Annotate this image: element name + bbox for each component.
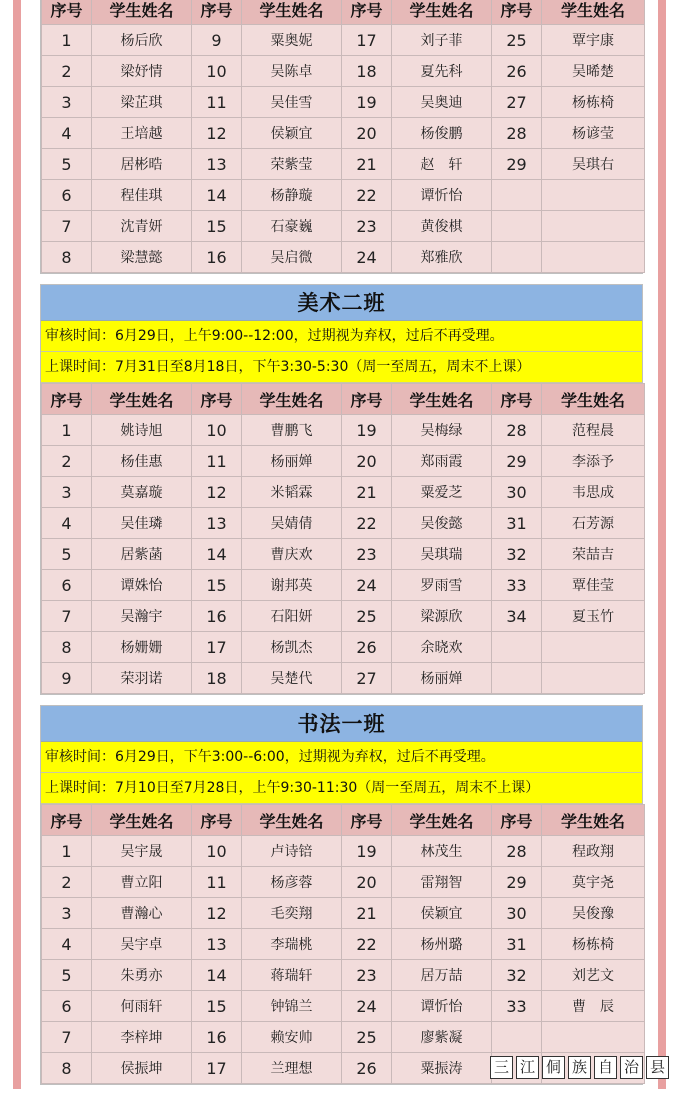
student-name-cell: 曹鹏飞 <box>242 415 342 446</box>
table-row <box>42 180 645 211</box>
header-student-name: 学生姓名 <box>542 805 645 836</box>
header-student-name: 学生姓名 <box>392 0 492 25</box>
student-name-cell: 吴婧倩 <box>242 508 342 539</box>
student-name-cell: 李瑞桃 <box>242 929 342 960</box>
serial-number-cell: 19 <box>342 836 392 867</box>
serial-number-cell: 23 <box>342 211 392 242</box>
student-name-cell: 杨凯杰 <box>242 632 342 663</box>
table-row <box>42 1022 645 1053</box>
serial-number-cell: 31 <box>492 508 542 539</box>
serial-number-cell: 4 <box>42 508 92 539</box>
serial-number-cell: 22 <box>342 929 392 960</box>
review-time-notice: 审核时间：6月29日，上午9:00--12:00，过期视为弃权，过后不再受理。 <box>41 321 642 352</box>
serial-number-cell: 11 <box>192 446 242 477</box>
student-name-cell: 覃佳莹 <box>542 570 645 601</box>
student-name-cell: 赖安帅 <box>242 1022 342 1053</box>
table-row <box>42 477 645 508</box>
student-name-cell: 石芳源 <box>542 508 645 539</box>
serial-number-cell: 20 <box>342 446 392 477</box>
header-student-name: 学生姓名 <box>242 0 342 25</box>
serial-number-cell: 17 <box>342 25 392 56</box>
student-name-cell: 吴俊豫 <box>542 898 645 929</box>
header-serial-number: 序号 <box>42 384 92 415</box>
serial-number-cell: 26 <box>342 1053 392 1084</box>
student-name-cell: 杨彦蓉 <box>242 867 342 898</box>
serial-number-cell: 25 <box>342 1022 392 1053</box>
right-frame-border <box>658 0 666 1089</box>
serial-number-cell: 28 <box>492 836 542 867</box>
table-row <box>42 601 645 632</box>
serial-number-cell: 6 <box>42 570 92 601</box>
header-student-name: 学生姓名 <box>92 384 192 415</box>
serial-number-cell: 1 <box>42 25 92 56</box>
student-name-cell: 何雨轩 <box>92 991 192 1022</box>
student-name-cell <box>542 242 645 273</box>
student-name-cell <box>542 632 645 663</box>
student-name-cell: 夏先科 <box>392 56 492 87</box>
serial-number-cell: 20 <box>342 118 392 149</box>
student-name-cell: 覃宇康 <box>542 25 645 56</box>
student-name-cell: 毛奕翔 <box>242 898 342 929</box>
serial-number-cell: 15 <box>192 991 242 1022</box>
student-name-cell: 吴俊懿 <box>392 508 492 539</box>
left-frame-border <box>13 0 21 1089</box>
table-row <box>42 415 645 446</box>
student-name-cell: 谭姝怡 <box>92 570 192 601</box>
serial-number-cell: 2 <box>42 56 92 87</box>
student-name-cell: 侯颖宜 <box>392 898 492 929</box>
student-name-cell: 林茂生 <box>392 836 492 867</box>
table-row <box>42 118 645 149</box>
student-name-cell: 王培越 <box>92 118 192 149</box>
table-row <box>42 149 645 180</box>
student-name-cell <box>542 1022 645 1053</box>
student-name-cell: 吴宇卓 <box>92 929 192 960</box>
table-row <box>42 508 645 539</box>
header-student-name: 学生姓名 <box>92 805 192 836</box>
serial-number-cell <box>492 211 542 242</box>
serial-number-cell: 32 <box>492 539 542 570</box>
header-serial-number: 序号 <box>42 805 92 836</box>
student-name-cell: 吴宇晟 <box>92 836 192 867</box>
roster-table-class-1 <box>41 0 645 273</box>
serial-number-cell: 10 <box>192 415 242 446</box>
table-header-row <box>42 384 645 415</box>
student-name-cell: 吴佳璘 <box>92 508 192 539</box>
serial-number-cell: 2 <box>42 446 92 477</box>
serial-number-cell: 19 <box>342 87 392 118</box>
serial-number-cell: 1 <box>42 415 92 446</box>
serial-number-cell: 24 <box>342 991 392 1022</box>
header-student-name: 学生姓名 <box>542 384 645 415</box>
serial-number-cell: 23 <box>342 960 392 991</box>
student-name-cell: 刘子菲 <box>392 25 492 56</box>
serial-number-cell: 3 <box>42 87 92 118</box>
serial-number-cell: 13 <box>192 929 242 960</box>
serial-number-cell: 3 <box>42 898 92 929</box>
header-student-name: 学生姓名 <box>242 805 342 836</box>
header-student-name: 学生姓名 <box>242 384 342 415</box>
serial-number-cell: 14 <box>192 180 242 211</box>
student-name-cell: 吴琪右 <box>542 149 645 180</box>
roster-table-class-3 <box>41 804 645 1084</box>
serial-number-cell: 31 <box>492 929 542 960</box>
serial-number-cell <box>492 1022 542 1053</box>
table-row <box>42 836 645 867</box>
serial-number-cell: 21 <box>342 149 392 180</box>
student-name-cell: 夏玉竹 <box>542 601 645 632</box>
serial-number-cell: 5 <box>42 539 92 570</box>
student-name-cell: 程佳琪 <box>92 180 192 211</box>
header-student-name: 学生姓名 <box>542 0 645 25</box>
serial-number-cell: 8 <box>42 1053 92 1084</box>
serial-number-cell: 21 <box>342 898 392 929</box>
student-name-cell: 黄俊棋 <box>392 211 492 242</box>
student-name-cell: 曹立阳 <box>92 867 192 898</box>
serial-number-cell: 29 <box>492 446 542 477</box>
student-name-cell: 韦思成 <box>542 477 645 508</box>
student-name-cell: 廖紫凝 <box>392 1022 492 1053</box>
serial-number-cell: 15 <box>192 570 242 601</box>
watermark-char: 治 <box>620 1056 643 1079</box>
student-name-cell: 曹瀚心 <box>92 898 192 929</box>
student-name-cell: 杨后欣 <box>92 25 192 56</box>
table-row <box>42 867 645 898</box>
student-name-cell: 梁源欣 <box>392 601 492 632</box>
student-name-cell: 杨姗姗 <box>92 632 192 663</box>
watermark-char: 自 <box>594 1056 617 1079</box>
student-name-cell: 吴瀚宇 <box>92 601 192 632</box>
student-name-cell: 李梓坤 <box>92 1022 192 1053</box>
serial-number-cell: 8 <box>42 242 92 273</box>
student-name-cell: 杨佳惠 <box>92 446 192 477</box>
class-title: 书法一班 <box>41 706 642 742</box>
student-name-cell: 蒋瑞轩 <box>242 960 342 991</box>
class-block-2 <box>40 284 643 695</box>
header-serial-number: 序号 <box>342 384 392 415</box>
student-name-cell: 杨栋椅 <box>542 929 645 960</box>
watermark-char: 族 <box>568 1056 591 1079</box>
table-header-row <box>42 0 645 25</box>
header-student-name: 学生姓名 <box>92 0 192 25</box>
student-name-cell: 居紫菡 <box>92 539 192 570</box>
serial-number-cell: 30 <box>492 898 542 929</box>
table-row <box>42 87 645 118</box>
student-name-cell: 杨俊鹏 <box>392 118 492 149</box>
serial-number-cell <box>492 663 542 694</box>
header-serial-number: 序号 <box>342 0 392 25</box>
student-name-cell: 粟振涛 <box>392 1053 492 1084</box>
serial-number-cell: 4 <box>42 929 92 960</box>
serial-number-cell: 33 <box>492 991 542 1022</box>
student-name-cell: 吴奥迪 <box>392 87 492 118</box>
serial-number-cell: 11 <box>192 867 242 898</box>
table-row <box>42 446 645 477</box>
serial-number-cell: 5 <box>42 960 92 991</box>
student-name-cell: 吴琪瑞 <box>392 539 492 570</box>
student-name-cell: 李添予 <box>542 446 645 477</box>
serial-number-cell: 11 <box>192 87 242 118</box>
serial-number-cell: 17 <box>192 632 242 663</box>
header-serial-number: 序号 <box>192 805 242 836</box>
student-name-cell: 莫嘉璇 <box>92 477 192 508</box>
serial-number-cell: 28 <box>492 415 542 446</box>
student-name-cell: 吴梅绿 <box>392 415 492 446</box>
serial-number-cell: 1 <box>42 836 92 867</box>
serial-number-cell: 20 <box>342 867 392 898</box>
serial-number-cell: 18 <box>342 56 392 87</box>
serial-number-cell: 9 <box>42 663 92 694</box>
student-name-cell: 荣喆吉 <box>542 539 645 570</box>
table-row <box>42 211 645 242</box>
serial-number-cell: 22 <box>342 180 392 211</box>
student-name-cell: 杨谚莹 <box>542 118 645 149</box>
student-name-cell: 梁妤情 <box>92 56 192 87</box>
document-content <box>40 0 643 1095</box>
serial-number-cell: 7 <box>42 601 92 632</box>
student-name-cell: 赵 轩 <box>392 149 492 180</box>
student-name-cell: 姚诗旭 <box>92 415 192 446</box>
table-row <box>42 991 645 1022</box>
student-name-cell: 钟锦兰 <box>242 991 342 1022</box>
serial-number-cell: 23 <box>342 539 392 570</box>
table-header-row <box>42 805 645 836</box>
student-name-cell <box>542 211 645 242</box>
header-serial-number: 序号 <box>492 805 542 836</box>
serial-number-cell: 32 <box>492 960 542 991</box>
serial-number-cell: 8 <box>42 632 92 663</box>
student-name-cell: 罗雨雪 <box>392 570 492 601</box>
student-name-cell: 侯振坤 <box>92 1053 192 1084</box>
serial-number-cell: 16 <box>192 1022 242 1053</box>
student-name-cell: 兰理想 <box>242 1053 342 1084</box>
serial-number-cell: 6 <box>42 991 92 1022</box>
serial-number-cell: 7 <box>42 1022 92 1053</box>
student-name-cell: 朱勇亦 <box>92 960 192 991</box>
table-row <box>42 570 645 601</box>
student-name-cell: 石豪巍 <box>242 211 342 242</box>
student-name-cell: 卢诗锫 <box>242 836 342 867</box>
student-name-cell: 石阳妍 <box>242 601 342 632</box>
serial-number-cell: 12 <box>192 898 242 929</box>
serial-number-cell: 10 <box>192 836 242 867</box>
student-name-cell: 沈青妍 <box>92 211 192 242</box>
serial-number-cell: 34 <box>492 601 542 632</box>
student-name-cell: 余晓欢 <box>392 632 492 663</box>
serial-number-cell: 25 <box>342 601 392 632</box>
student-name-cell: 谭忻怡 <box>392 180 492 211</box>
table-row <box>42 56 645 87</box>
student-name-cell: 粟奥妮 <box>242 25 342 56</box>
student-name-cell: 梁芷琪 <box>92 87 192 118</box>
serial-number-cell: 3 <box>42 477 92 508</box>
watermark-char: 江 <box>516 1056 539 1079</box>
student-name-cell: 莫宇尧 <box>542 867 645 898</box>
student-name-cell: 谢邦英 <box>242 570 342 601</box>
student-name-cell: 范程晨 <box>542 415 645 446</box>
serial-number-cell: 12 <box>192 477 242 508</box>
table-row <box>42 663 645 694</box>
serial-number-cell <box>492 180 542 211</box>
serial-number-cell: 26 <box>492 56 542 87</box>
header-student-name: 学生姓名 <box>392 384 492 415</box>
student-name-cell: 吴晞楚 <box>542 56 645 87</box>
student-name-cell: 程政翔 <box>542 836 645 867</box>
header-serial-number: 序号 <box>42 0 92 25</box>
table-row <box>42 25 645 56</box>
table-row <box>42 242 645 273</box>
serial-number-cell: 19 <box>342 415 392 446</box>
serial-number-cell: 33 <box>492 570 542 601</box>
serial-number-cell: 27 <box>492 87 542 118</box>
header-serial-number: 序号 <box>342 805 392 836</box>
table-row <box>42 539 645 570</box>
student-name-cell: 居万喆 <box>392 960 492 991</box>
student-name-cell: 吴佳雪 <box>242 87 342 118</box>
student-name-cell: 居彬晧 <box>92 149 192 180</box>
class-block-1 <box>40 0 643 274</box>
serial-number-cell: 21 <box>342 477 392 508</box>
header-serial-number: 序号 <box>192 0 242 25</box>
roster-table-class-2 <box>41 383 645 694</box>
serial-number-cell: 14 <box>192 539 242 570</box>
serial-number-cell: 13 <box>192 508 242 539</box>
watermark <box>490 1056 669 1079</box>
serial-number-cell: 2 <box>42 867 92 898</box>
watermark-char: 县 <box>646 1056 669 1079</box>
header-student-name: 学生姓名 <box>392 805 492 836</box>
watermark-char: 侗 <box>542 1056 565 1079</box>
serial-number-cell: 12 <box>192 118 242 149</box>
serial-number-cell: 24 <box>342 570 392 601</box>
serial-number-cell: 16 <box>192 242 242 273</box>
student-name-cell: 侯颖宜 <box>242 118 342 149</box>
student-name-cell: 米韬霖 <box>242 477 342 508</box>
serial-number-cell: 14 <box>192 960 242 991</box>
serial-number-cell <box>492 242 542 273</box>
student-name-cell: 吴启微 <box>242 242 342 273</box>
serial-number-cell: 13 <box>192 149 242 180</box>
student-name-cell: 曹 辰 <box>542 991 645 1022</box>
header-serial-number: 序号 <box>492 384 542 415</box>
student-name-cell: 郑雨霞 <box>392 446 492 477</box>
lesson-time-notice: 上课时间：7月10日至7月28日，上午9:30-11:30（周一至周五，周末不上课） <box>41 773 642 804</box>
student-name-cell: 荣羽诺 <box>92 663 192 694</box>
student-name-cell: 梁慧懿 <box>92 242 192 273</box>
student-name-cell <box>542 180 645 211</box>
student-name-cell: 雷翔智 <box>392 867 492 898</box>
student-name-cell <box>542 663 645 694</box>
student-name-cell: 曹庆欢 <box>242 539 342 570</box>
student-name-cell: 杨丽婵 <box>242 446 342 477</box>
serial-number-cell: 5 <box>42 149 92 180</box>
serial-number-cell: 7 <box>42 211 92 242</box>
student-name-cell: 吴楚代 <box>242 663 342 694</box>
student-name-cell: 杨栋椅 <box>542 87 645 118</box>
serial-number-cell: 10 <box>192 56 242 87</box>
serial-number-cell: 27 <box>342 663 392 694</box>
table-row <box>42 960 645 991</box>
class-title: 美术二班 <box>41 285 642 321</box>
table-row <box>42 898 645 929</box>
review-time-notice: 审核时间：6月29日，下午3:00--6:00，过期视为弃权，过后不再受理。 <box>41 742 642 773</box>
serial-number-cell: 16 <box>192 601 242 632</box>
serial-number-cell: 9 <box>192 25 242 56</box>
serial-number-cell: 24 <box>342 242 392 273</box>
serial-number-cell: 22 <box>342 508 392 539</box>
serial-number-cell: 6 <box>42 180 92 211</box>
header-serial-number: 序号 <box>492 0 542 25</box>
serial-number-cell: 18 <box>192 663 242 694</box>
serial-number-cell: 26 <box>342 632 392 663</box>
serial-number-cell: 15 <box>192 211 242 242</box>
serial-number-cell: 28 <box>492 118 542 149</box>
student-name-cell: 杨静璇 <box>242 180 342 211</box>
serial-number-cell: 29 <box>492 867 542 898</box>
student-name-cell: 杨州璐 <box>392 929 492 960</box>
serial-number-cell: 25 <box>492 25 542 56</box>
serial-number-cell: 4 <box>42 118 92 149</box>
student-name-cell: 郑雅欣 <box>392 242 492 273</box>
student-name-cell: 刘艺文 <box>542 960 645 991</box>
student-name-cell: 吴陈卓 <box>242 56 342 87</box>
watermark-char: 三 <box>490 1056 513 1079</box>
table-row <box>42 929 645 960</box>
student-name-cell: 荣紫莹 <box>242 149 342 180</box>
header-serial-number: 序号 <box>192 384 242 415</box>
class-block-3 <box>40 705 643 1085</box>
student-name-cell: 粟爱芝 <box>392 477 492 508</box>
table-row <box>42 632 645 663</box>
serial-number-cell: 29 <box>492 149 542 180</box>
student-name-cell: 杨丽婵 <box>392 663 492 694</box>
lesson-time-notice: 上课时间：7月31日至8月18日，下午3:30-5:30（周一至周五，周末不上课） <box>41 352 642 383</box>
student-name-cell: 谭忻怡 <box>392 991 492 1022</box>
serial-number-cell: 30 <box>492 477 542 508</box>
serial-number-cell: 17 <box>192 1053 242 1084</box>
serial-number-cell <box>492 632 542 663</box>
